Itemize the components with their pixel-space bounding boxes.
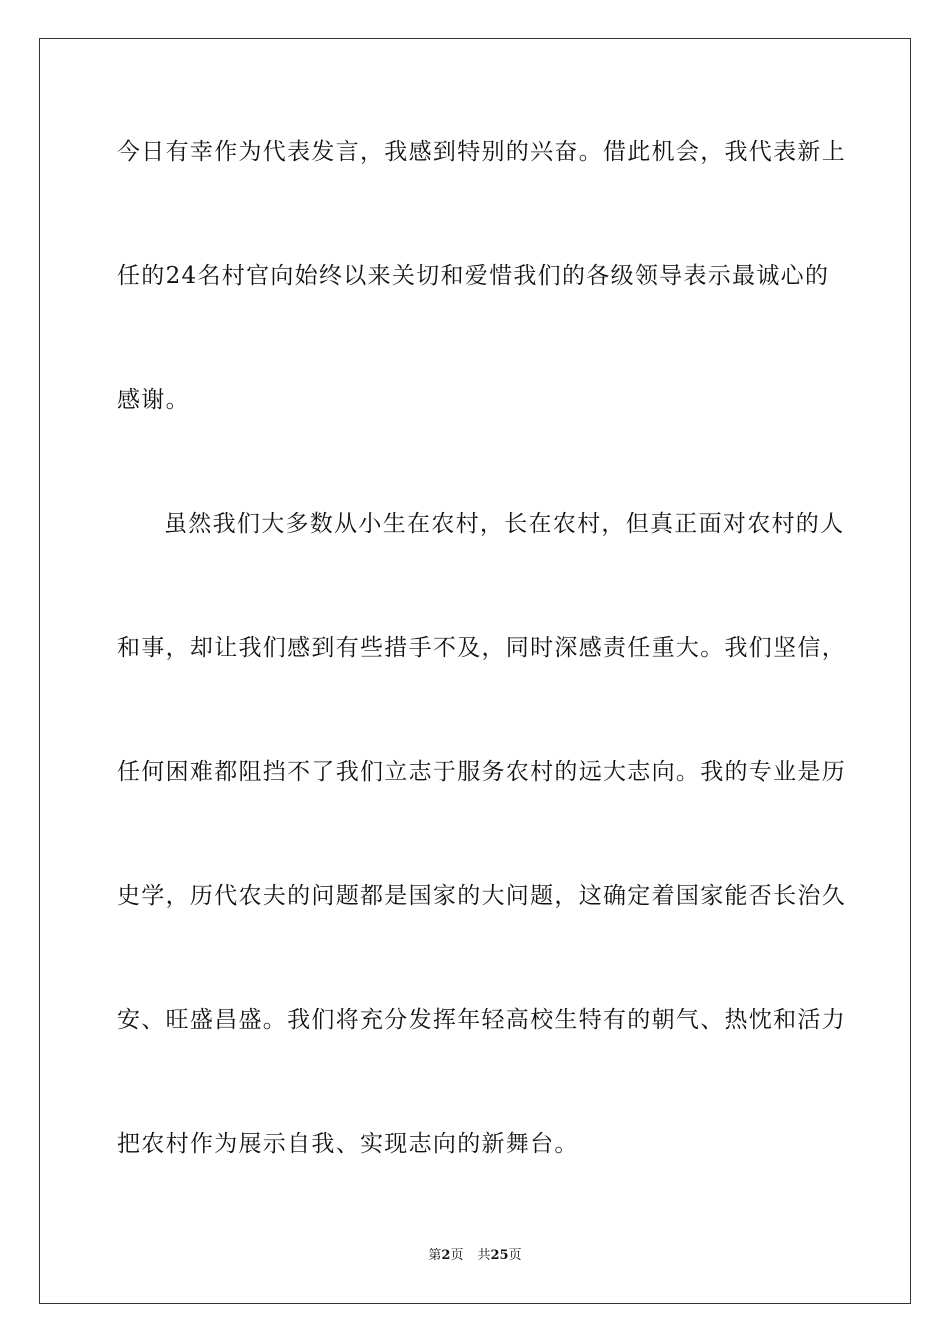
body-line-1: 今日有幸作为代表发言，我感到特别的兴奋。借此机会，我代表新上 [117, 139, 846, 165]
body-line-9: 把农村作为展示自我、实现志向的新舞台。 [117, 1131, 579, 1157]
body-line-2: 任的24名村官向始终以来关切和爱惜我们的各级领导表示最诚心的 [117, 263, 830, 289]
footer-page-suffix: 页 [450, 1248, 464, 1263]
body-line-8: 安、旺盛昌盛。我们将充分发挥年轻高校生特有的朝气、热忱和活力 [117, 1007, 846, 1033]
body-line-6: 任何困难都阻挡不了我们立志于服务农村的远大志向。我的专业是历 [117, 759, 846, 785]
body-line-4: 虽然我们大多数从小生在农村，长在农村，但真正面对农村的人 [164, 511, 845, 537]
footer-total-suffix: 页 [508, 1248, 522, 1263]
footer-total-prefix: 共 [477, 1248, 491, 1263]
body-line-7: 史学，历代农夫的问题都是国家的大问题，这确定着国家能否长治久 [117, 883, 846, 909]
body-line-3: 感谢。 [117, 387, 190, 413]
page-footer [0, 1248, 950, 1264]
footer-page-prefix: 第 [428, 1248, 442, 1263]
footer-page-number: 2 [441, 1248, 451, 1263]
page-border [39, 38, 911, 1304]
body-line-5: 和事，却让我们感到有些措手不及，同时深感责任重大。我们坚信， [117, 635, 846, 661]
footer-total-pages: 25 [490, 1248, 509, 1263]
